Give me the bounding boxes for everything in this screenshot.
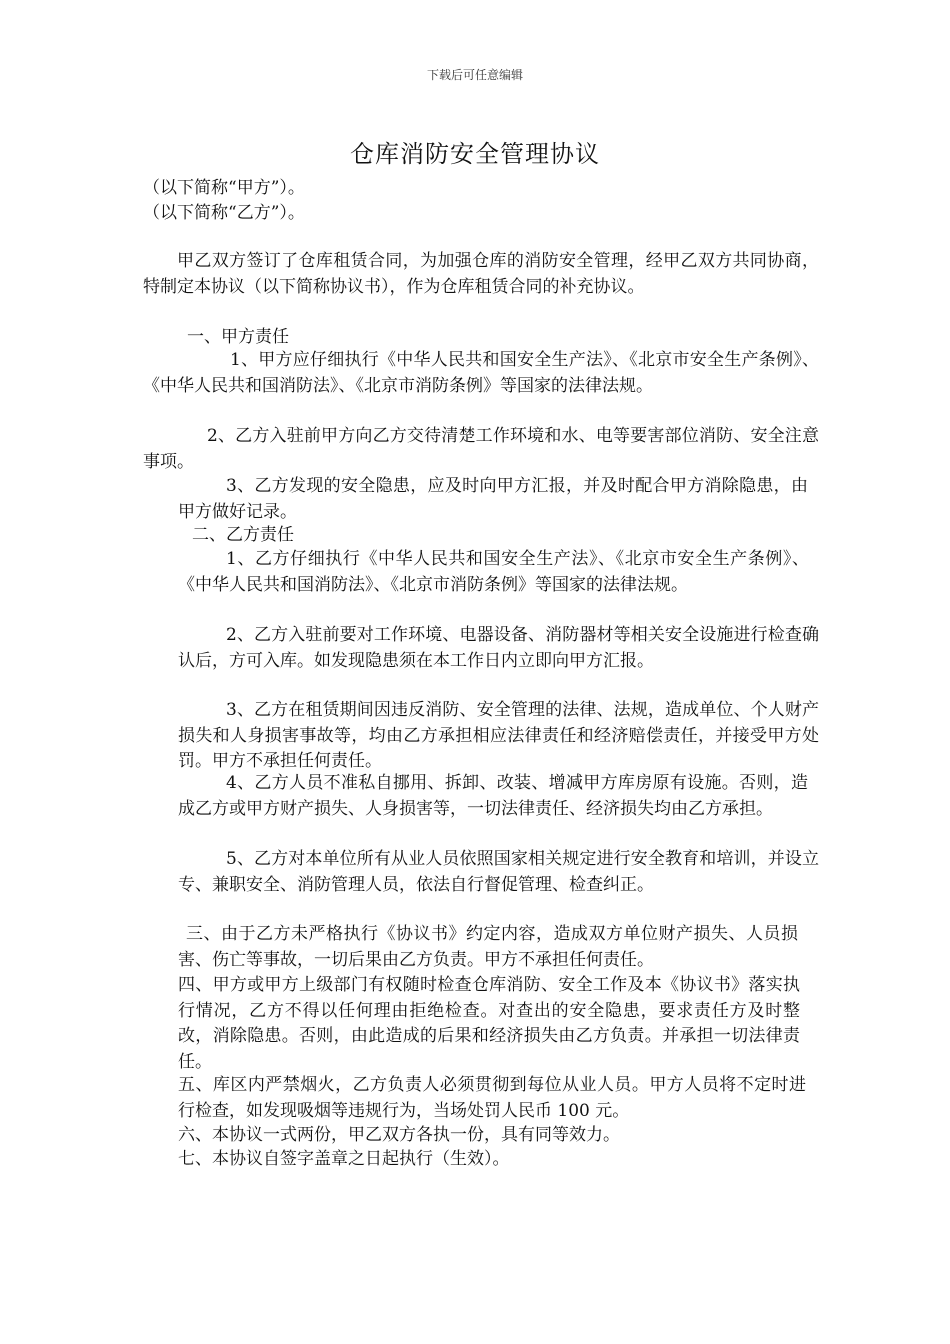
document-title: 仓库消防安全管理协议	[350, 140, 600, 168]
section1-item-3: 3、乙方发现的安全隐患，应及时向甲方汇报，并及时配合甲方消除隐患，由甲方做好记录。	[178, 476, 808, 522]
section4-paragraph: 四、甲方或甲方上级部门有权随时检查仓库消防、安全工作及本《协议书》落实执行情况，乙方不得以任何理由拒绝检查。对查出的安全隐患，要求责任方及时整改，消除隐患。否则，由此造成的后果和经济损失由乙方负责。并承担一切法律责任。	[178, 975, 800, 1072]
section2-item-3: 3、乙方在租赁期间因违反消防、安全管理的法律、法规，造成单位、个人财产损失和人身损害事故等，均由乙方承担相应法律责任和经济赔偿责任，并接受甲方处罚。甲方不承担任何责任。	[178, 700, 819, 771]
section2-item-5: 5、乙方对本单位所有从业人员依照国家相关规定进行安全教育和培训，并设立专、兼职安全、消防管理人员，依法自行督促管理、检查纠正。	[178, 849, 819, 895]
section2-item-4: 4、乙方人员不准私自挪用、拆卸、改装、增减甲方库房原有设施。否则，造成乙方或甲方财产损失、人身损害等，一切法律责任、经济损失均由乙方承担。	[178, 773, 808, 819]
section7-paragraph: 七、本协议自签字盖章之日起执行（生效）。	[178, 1149, 510, 1169]
section2-heading: 二、乙方责任	[192, 525, 294, 545]
section6-paragraph: 六、本协议一式两份，甲乙双方各执一份，具有同等效力。	[178, 1125, 620, 1145]
section3-paragraph: 三、由于乙方未严格执行《协议书》约定内容，造成双方单位财产损失、人员损害、伤亡等事故，一切后果由乙方负责。甲方不承担任何责任。	[178, 924, 798, 970]
party-a-line: （以下简称“甲方”）。	[143, 178, 305, 198]
section2-item-2: 2、乙方入驻前要对工作环境、电器设备、消防器材等相关安全设施进行检查确认后，方可入库。如发现隐患须在本工作日内立即向甲方汇报。	[178, 625, 819, 671]
section1-item-1: 1、甲方应仔细执行《中华人民共和国安全生产法》、《北京市安全生产条例》、《中华人民共和国消防法》、《北京市消防条例》等国家的法律法规。	[143, 350, 819, 396]
intro-paragraph: 甲乙双方签订了仓库租赁合同，为加强仓库的消防安全管理，经甲乙双方共同协商，特制定本协议（以下简称协议书），作为仓库租赁合同的补充协议。	[143, 251, 819, 297]
party-b-line: （以下简称“乙方”）。	[143, 203, 305, 223]
section5-paragraph: 五、库区内严禁烟火，乙方负责人必须贯彻到每位从业人员。甲方人员将不定时进行检查，如发现吸烟等违规行为，当场处罚人民币 100 元。	[178, 1075, 806, 1121]
section2-item-1: 1、乙方仔细执行《中华人民共和国安全生产法》、《北京市安全生产条例》、《中华人民共和国消防法》、《北京市消防条例》等国家的法律法规。	[178, 549, 809, 595]
section1-item-2: 2、乙方入驻前甲方向乙方交待清楚工作环境和水、电等要害部位消防、安全注意事项。	[143, 426, 819, 472]
header-note: 下载后可任意编辑	[426, 68, 523, 82]
section1-heading: 一、甲方责任	[187, 327, 289, 347]
